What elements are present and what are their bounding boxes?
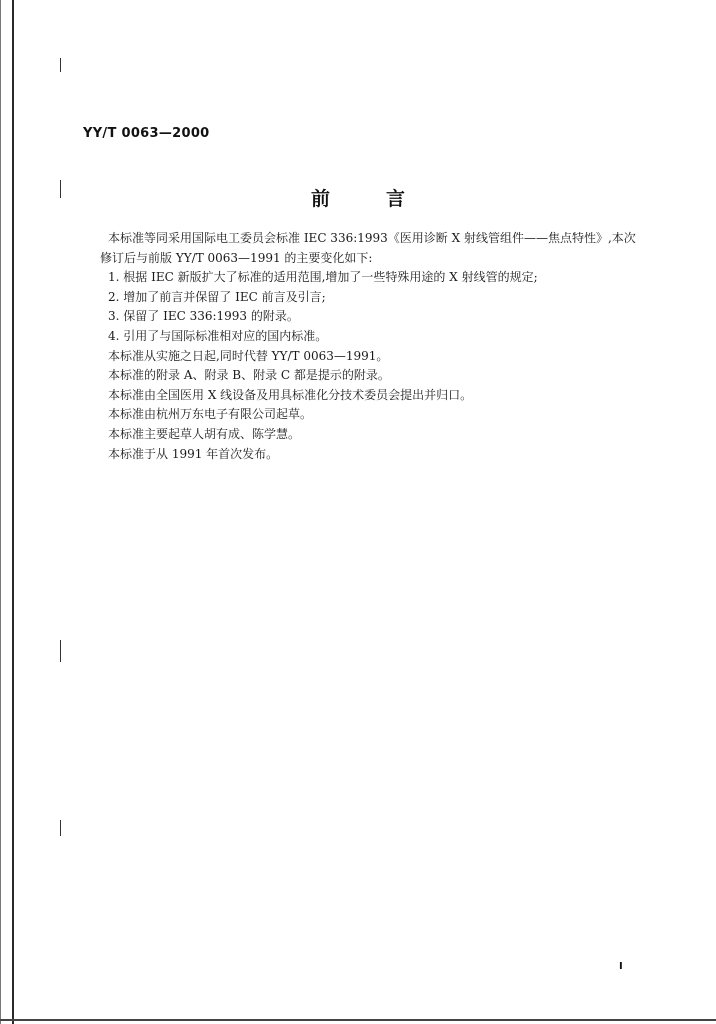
foreword-body [100, 229, 668, 464]
change-item: 3. 保留了 IEC 336:1993 的附录。 [108, 309, 299, 324]
intro-line-continued: 修订后与前版 YY/T 0063—1991 的主要变化如下: [100, 250, 373, 265]
page-number: I [619, 961, 623, 972]
section-title: 前言 [310, 188, 461, 210]
statement-line: 本标准主要起草人胡有成、陈学慧。 [108, 426, 301, 441]
intro-line: 本标准等同采用国际电工委员会标准 IEC 336:1993《医用诊断 X 射线管组件——焦点特性》,本次 [108, 231, 636, 245]
binding-edge-line [12, 0, 14, 1024]
scan-mark [60, 58, 61, 72]
statement-line: 本标准由杭州万东电子有限公司起草。 [108, 407, 313, 422]
scan-edge-line [0, 0, 1, 1024]
standard-code: YY/T 0063—2000 [83, 126, 210, 141]
statement-line: 本标准从实施之日起,同时代替 YY/T 0063—1991。 [108, 348, 389, 363]
scan-bottom-edge [0, 1019, 716, 1021]
statement-line: 本标准的附录 A、附录 B、附录 C 都是提示的附录。 [108, 368, 390, 383]
statement-line: 本标准由全国医用 X 线设备及用具标准化分技术委员会提出并归口。 [108, 387, 473, 402]
scan-mark [60, 640, 61, 662]
statement-line: 本标准于从 1991 年首次发布。 [108, 446, 279, 461]
change-item: 4. 引用了与国际标准相对应的国内标准。 [108, 328, 328, 343]
scan-mark [60, 820, 61, 836]
change-item: 2. 增加了前言并保留了 IEC 前言及引言; [108, 289, 326, 304]
change-item: 1. 根据 IEC 新版扩大了标准的适用范围,增加了一些特殊用途的 X 射线管的规定; [108, 270, 538, 285]
